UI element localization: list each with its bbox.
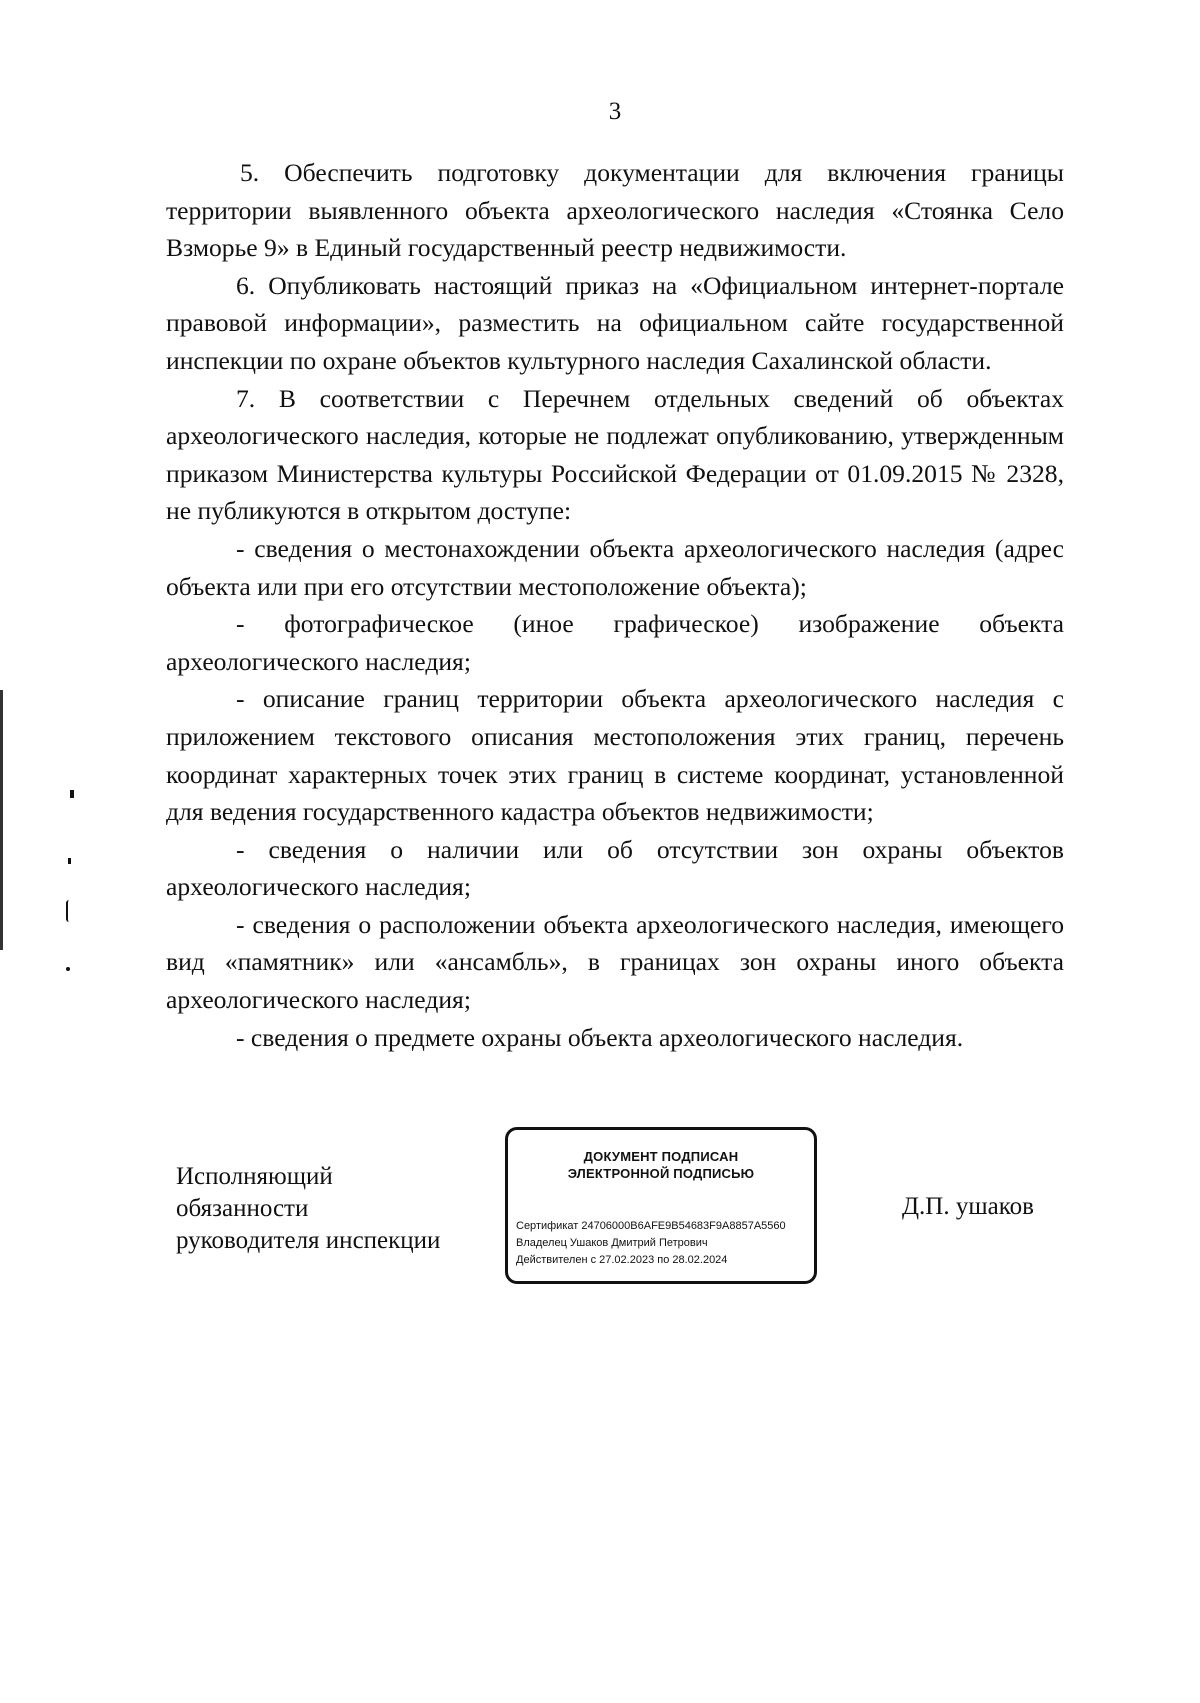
stamp-details [516,1218,786,1269]
paragraph-item-6: 6. Опубликовать настоящий приказ на «Официальном интернет-портале правовой информации», разместить на официальном сайте государственной инспекции по охране объектов культурного наследия Сахалинской области. [166,270,1064,375]
stamp-certificate: Сертификат 24706000B6AFE9B54683F9A8857A5560 [516,1220,786,1232]
scan-edge-line [0,690,3,950]
scan-mark [66,967,70,971]
list-item-protection-zones: - сведения о наличии или об отсутствии зон охраны объектов археологического наследия; [166,834,1064,902]
stamp-validity: Действителен с 27.02.2023 по 28.02.2024 [516,1254,728,1266]
list-item-boundaries: - описание границ территории объекта археологического наследия с приложением текстового описания местоположения этих границ, перечень координат характерных точек этих границ в системе координат, установленной для ведения государственного кадастра объектов недвижимости; [166,684,1064,827]
signatory-position-line: руководителя инспекции [176,1227,441,1254]
list-item-location: - сведения о местонахождении объекта археологического наследия (адрес объекта или при его отсутствии местоположение объекта); [166,533,1064,601]
scan-mark [68,858,71,864]
scan-mark [70,790,74,798]
list-item-photo: - фотографическое (иное графическое) изображение объекта археологического наследия; [166,609,1064,676]
page-number: 3 [608,98,622,125]
stamp-title-line: ДОКУМЕНТ ПОДПИСАН [583,1149,739,1164]
stamp-owner: Владелец Ушаков Дмитрий Петрович [516,1237,708,1249]
stamp-title-line: ЭЛЕКТРОННОЙ ПОДПИСЬЮ [567,1166,755,1181]
list-item-protection-subject: - сведения о предмете охраны объекта археологического наследия. [236,1022,964,1052]
signatory-position [176,1161,440,1257]
signatory-position-line: обязанности [176,1195,309,1222]
document-body [166,154,1064,1056]
paragraph-item-7: 7. В соответствии с Перечнем отдельных сведений об объектах археологического наследия, которые не подлежат опубликованию, утвержденным приказом Министерства культуры Российской Федерации от 01.09.2015 № 2328, не публикуются в открытом доступе: [166,383,1064,526]
scan-mark [66,900,72,922]
paragraph-item-5: 5. Обеспечить подготовку документации для включения границы территории выявленного объекта археологического наследия «Стоянка Село Взморье 9» в Единый государственный реестр недвижимости. [166,158,1064,263]
stamp-title [508,1148,814,1182]
signer-name: Д.П. ушаков [902,1193,1034,1220]
signatory-position-line: Исполняющий [176,1163,333,1190]
electronic-signature-stamp [505,1127,817,1284]
list-item-placement: - сведения о расположении объекта археологического наследия, имеющего вид «памятник» или «ансамбль», в границах зон охраны иного объекта археологического наследия; [166,909,1064,1015]
